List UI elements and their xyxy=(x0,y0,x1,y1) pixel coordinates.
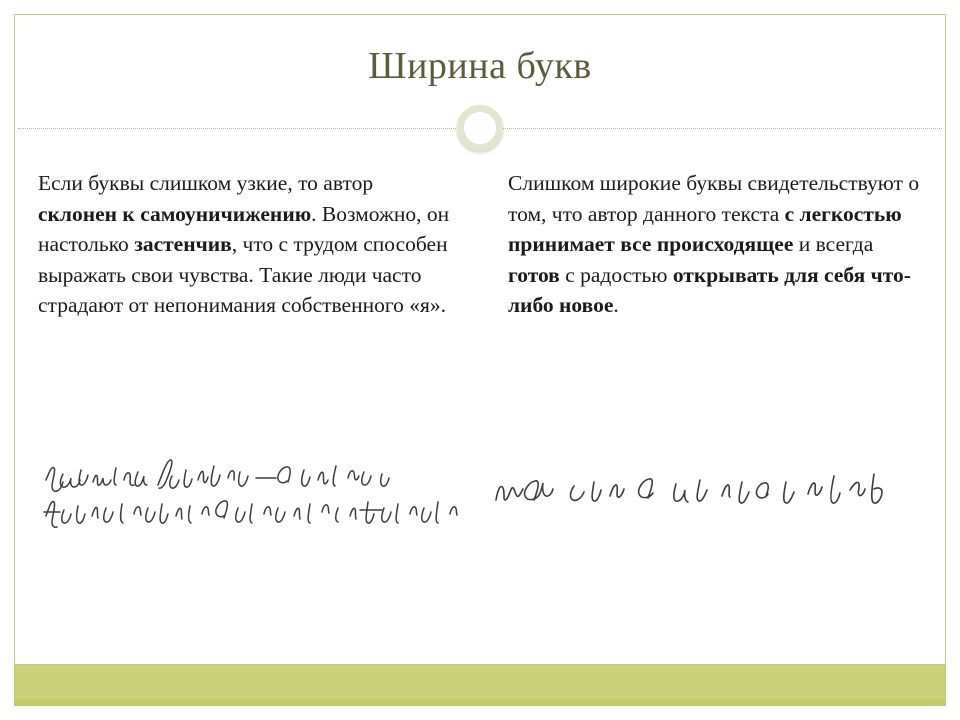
handwriting-samples xyxy=(30,440,930,560)
text-segment: , что с трудом способен выражать свои чувства. Такие люди часто страдают от непонимания собственного «я». xyxy=(38,232,448,318)
text-segment: Слишком широкие буквы свидетельствуют о том, что автор данного текста xyxy=(508,171,920,226)
text-segment: Если буквы слишком узкие, то автор xyxy=(38,171,374,195)
text-segment: . xyxy=(613,293,619,318)
bottom-accent-bar-inner xyxy=(15,699,945,705)
text-segment: и всегда xyxy=(793,232,874,257)
body-columns xyxy=(38,168,922,321)
text-segment: с радостью xyxy=(559,262,673,287)
handwriting-sample-wide xyxy=(490,460,910,520)
ring-circle-icon xyxy=(457,105,503,151)
text-segment: с легкостью принимает все происходящее xyxy=(508,201,902,257)
text-segment: склонен к самоуничижению xyxy=(38,201,312,226)
text-column-narrow-letters xyxy=(38,168,452,321)
page-title: Ширина букв xyxy=(368,45,592,87)
text-segment: . Возможно, он настолько xyxy=(38,201,450,257)
text-segment: открывать для себя что-либо новое xyxy=(508,262,911,318)
text-segment: готов xyxy=(508,262,560,287)
text-column-wide-letters xyxy=(508,168,922,321)
handwriting-sample-narrow xyxy=(38,450,468,540)
text-segment: застенчив xyxy=(134,232,232,257)
bottom-accent-bar xyxy=(14,664,946,706)
